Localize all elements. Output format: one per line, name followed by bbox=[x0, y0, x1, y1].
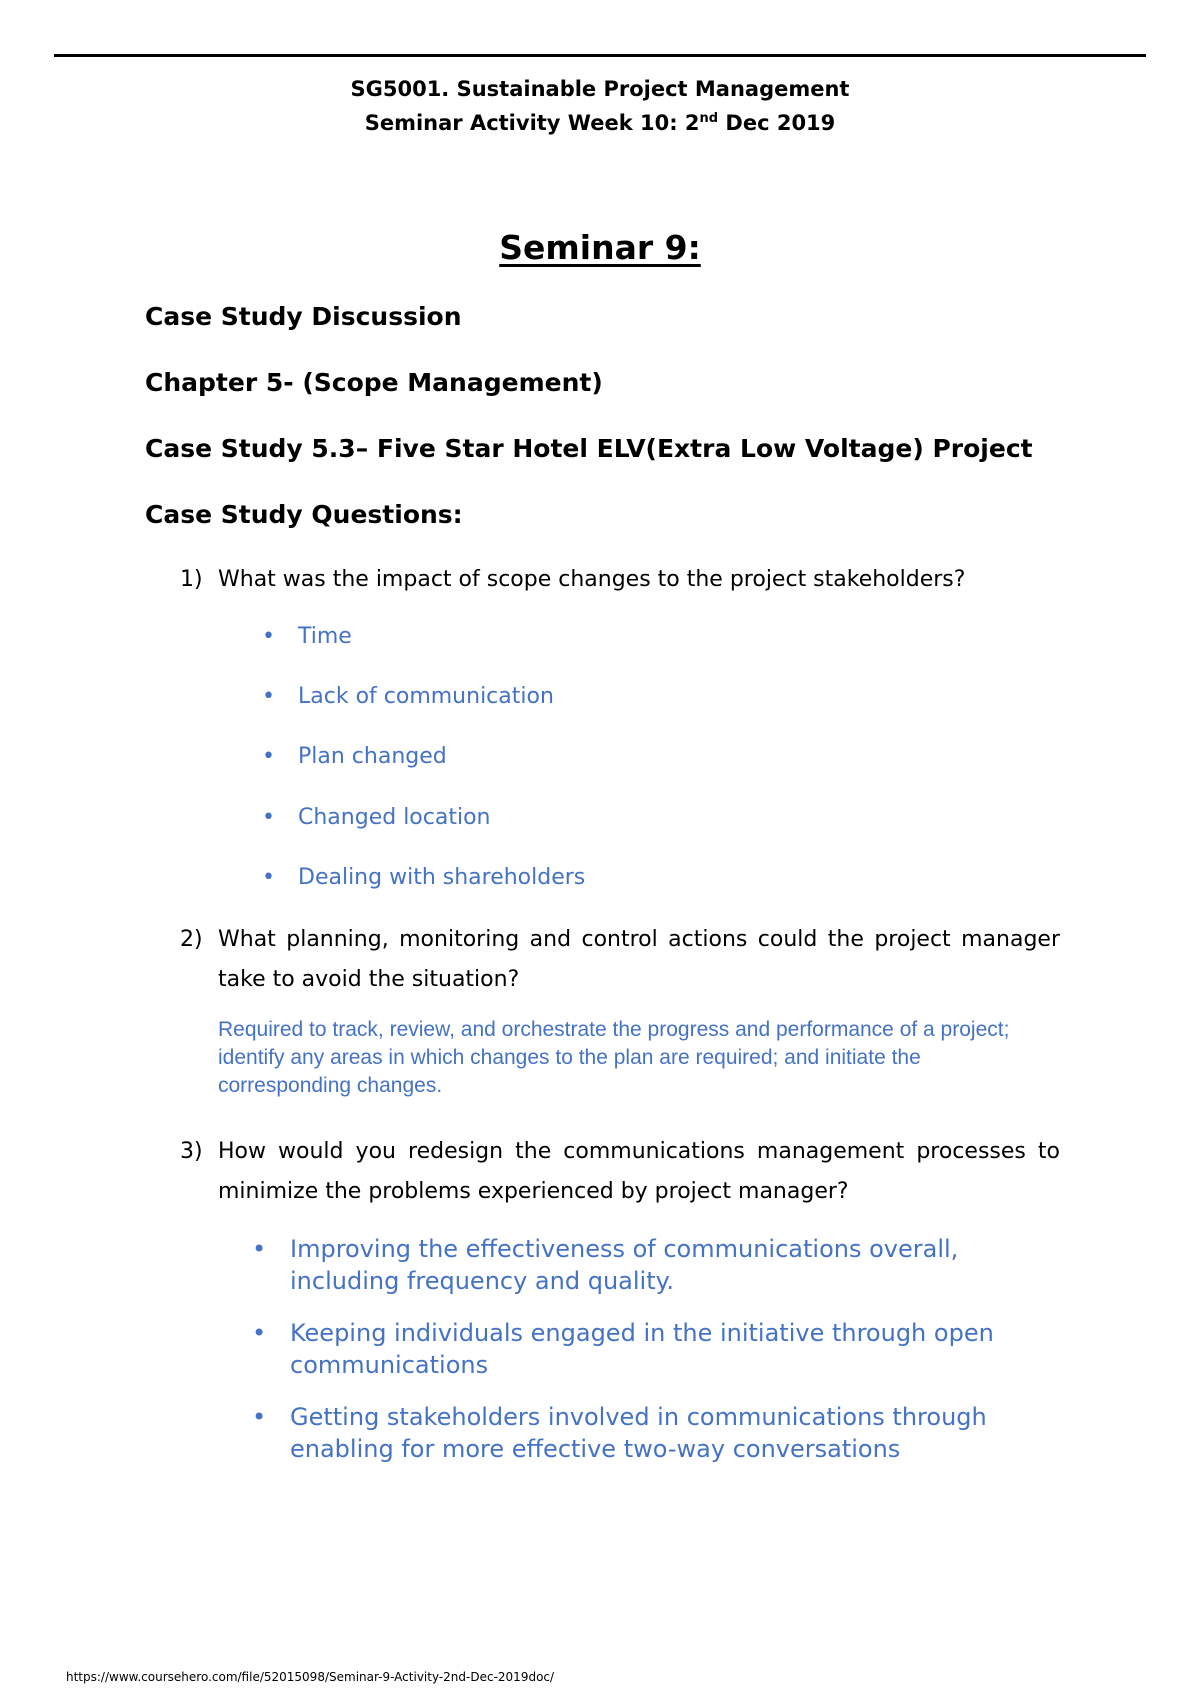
answer-text: Changed location bbox=[298, 805, 491, 830]
heading-case-study: Case Study 5.3– Five Star Hotel ELV(Extra Low Voltage) Project bbox=[145, 434, 1033, 463]
bullet-icon: • bbox=[262, 805, 275, 830]
activity-prefix: Seminar Activity Week 10: 2 bbox=[364, 111, 700, 135]
list-item bbox=[252, 1401, 1072, 1465]
heading-discussion: Case Study Discussion bbox=[145, 302, 462, 331]
question-2 bbox=[180, 920, 1060, 1000]
top-rule bbox=[54, 54, 1146, 57]
ordinal-suffix: nd bbox=[699, 111, 719, 126]
answer-text: Dealing with shareholders bbox=[298, 865, 586, 890]
activity-date-line bbox=[0, 106, 1200, 140]
list-item bbox=[252, 1317, 1072, 1381]
heading-questions: Case Study Questions: bbox=[145, 500, 463, 529]
answer-text: Time bbox=[298, 624, 352, 649]
question-1 bbox=[180, 560, 1060, 600]
activity-suffix: Dec 2019 bbox=[718, 111, 836, 135]
bullet-icon: • bbox=[262, 865, 275, 890]
answer-text: Lack of communication bbox=[298, 684, 554, 709]
answer-text: Plan changed bbox=[298, 744, 447, 769]
bullet-icon: • bbox=[262, 624, 275, 649]
source-url: https://www.coursehero.com/file/52015098/Seminar-9-Activity-2nd-Dec-2019doc/ bbox=[66, 1670, 555, 1684]
course-title: SG5001. Sustainable Project Management bbox=[350, 77, 850, 101]
bullet-icon: • bbox=[252, 1319, 267, 1347]
answer-paragraph: Required to track, review, and orchestrate the progress and performance of a project; identify any areas in which changes to the plan are required; and initiate the corresponding changes. bbox=[218, 1018, 1010, 1097]
answer-text: Keeping individuals engaged in the initiative through open communications bbox=[290, 1319, 994, 1379]
question-3 bbox=[180, 1132, 1060, 1212]
heading-chapter: Chapter 5- (Scope Management) bbox=[145, 368, 603, 397]
question-text: How would you redesign the communications management processes to minimize the problems experienced by project manager? bbox=[218, 1139, 1060, 1204]
bullet-icon: • bbox=[262, 744, 275, 769]
answer-text: Improving the effectiveness of communications overall, including frequency and quality. bbox=[290, 1235, 959, 1295]
question-text: What was the impact of scope changes to the project stakeholders? bbox=[218, 567, 966, 592]
bullet-icon: • bbox=[252, 1235, 267, 1263]
seminar-title: Seminar 9: bbox=[499, 228, 701, 267]
bullet-icon: • bbox=[262, 684, 275, 709]
question-number: 2) bbox=[180, 927, 203, 952]
list-item bbox=[252, 1233, 1072, 1297]
question-number: 1) bbox=[180, 567, 203, 592]
question-number: 3) bbox=[180, 1139, 203, 1164]
bullet-icon: • bbox=[252, 1403, 267, 1431]
question-text: What planning, monitoring and control actions could the project manager take to avoid the situation? bbox=[218, 927, 1060, 992]
answer-text: Getting stakeholders involved in communications through enabling for more effective two-way conversations bbox=[290, 1403, 987, 1463]
document-header bbox=[0, 72, 1200, 140]
